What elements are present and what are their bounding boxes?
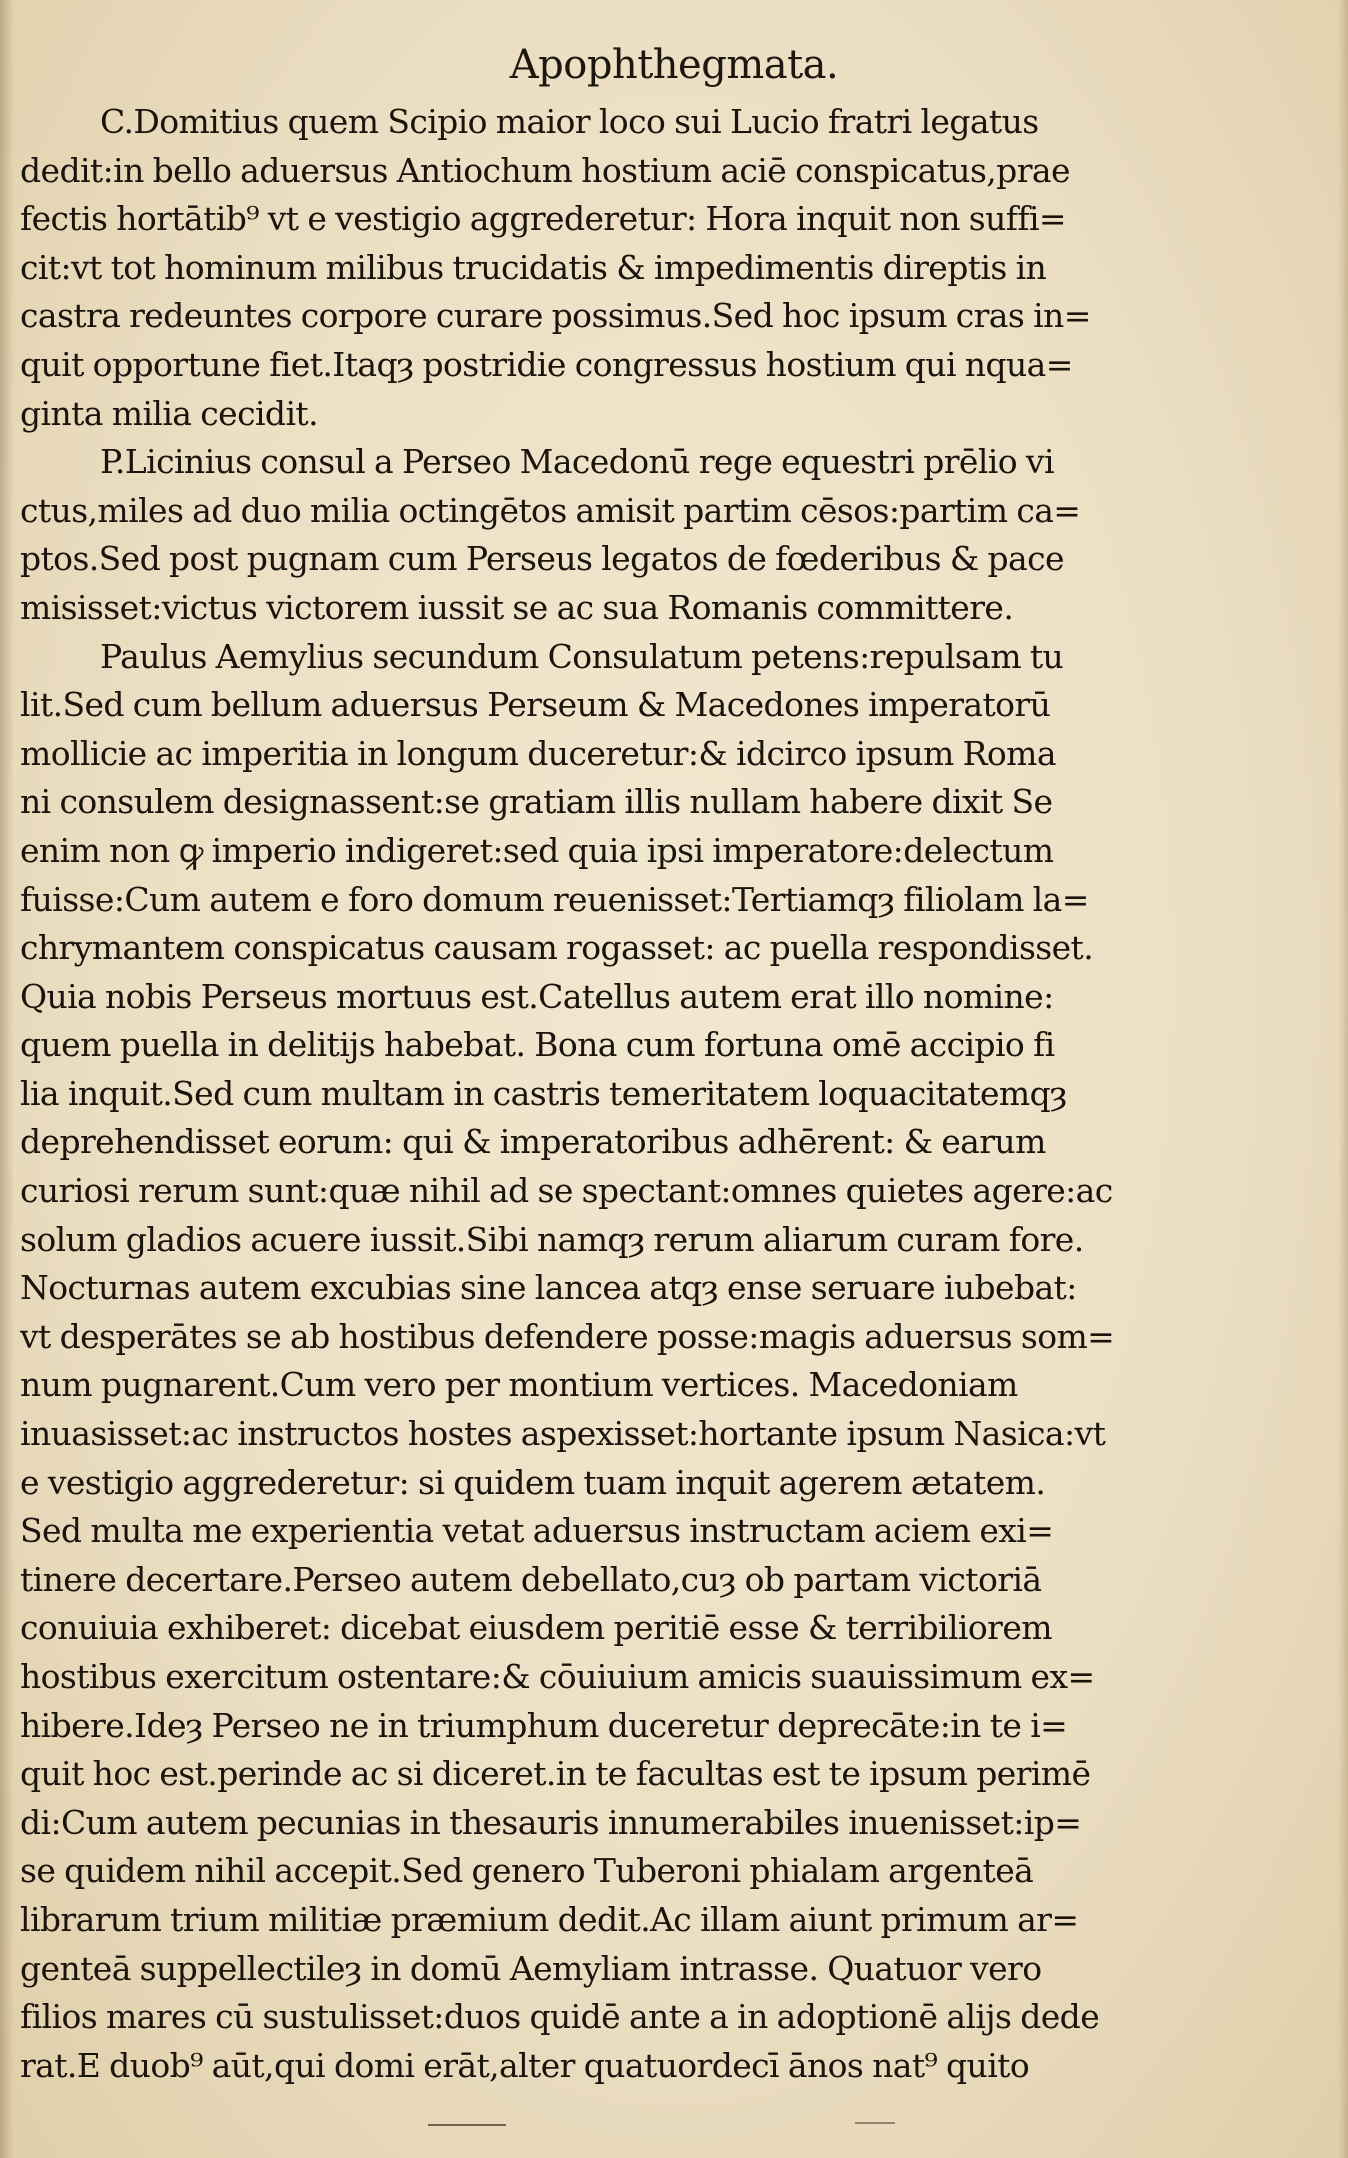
footer-mark-left: [428, 2124, 506, 2126]
text-line: Quia nobis Perseus mortuus est.Catellus autem erat illo nomine:: [20, 976, 1054, 1016]
text-line: ptos.Sed post pugnam cum Perseus legatos de fœderibus & pace: [20, 539, 1064, 579]
page-left-edge: [0, 0, 14, 2158]
text-line: P.Licinius consul a Perseo Macedonū rege equestri prēlio vi: [100, 442, 1054, 482]
text-line: ni consulem designassent:se gratiam illis nullam habere dixit Se: [20, 782, 1053, 822]
text-line: cit:vt tot hominum milibus trucidatis & impedimentis direptis in: [20, 247, 1047, 287]
text-line: tinere decertare.Perseo autem debellato,cuȝ ob partam victoriā: [20, 1559, 1042, 1599]
text-line: mollicie ac imperitia in longum duceretur:& idcirco ipsum Roma: [20, 733, 1056, 773]
text-line: librarum trium militiæ præmium dedit.Ac illam aiunt primum ar=: [20, 1899, 1079, 1939]
text-line: inuasisset:ac instructos hostes aspexisset:hortante ipsum Nasica:vt: [20, 1414, 1106, 1454]
text-line: curiosi rerum sunt:quæ nihil ad se spectant:omnes quietes agere:ac: [20, 1171, 1113, 1211]
text-line: lia inquit.Sed cum multam in castris temeritatem loquacitatemqȝ: [20, 1073, 1067, 1113]
text-line: lit.Sed cum bellum aduersus Perseum & Macedones imperatorū: [20, 685, 1051, 725]
text-line: se quidem nihil accepit.Sed genero Tuberoni phialam argenteā: [20, 1851, 1034, 1891]
text-line: misisset:victus victorem iussit se ac sua Romanis committere.: [20, 587, 1014, 627]
text-line: quem puella in delitijs habebat. Bona cum fortuna omē accipio fi: [20, 1025, 1055, 1065]
text-line: e vestigio aggrederetur: si quidem tuam inquit agerem ætatem.: [20, 1462, 1046, 1502]
text-line: C.Domitius quem Scipio maior loco sui Lucio fratri legatus: [100, 102, 1039, 141]
text-line: castra redeuntes corpore curare possimus.Sed hoc ipsum cras in=: [20, 296, 1091, 336]
text-line: genteā suppellectileȝ in domū Aemyliam intrasse. Quatuor vero: [20, 1948, 1042, 1988]
text-line: hostibus exercitum ostentare:& cōuiuium amicis suauissimum ex=: [20, 1657, 1095, 1696]
text-line: Paulus Aemylius secundum Consulatum petens:repulsam tu: [100, 636, 1064, 676]
text-line: deprehendisset eorum: qui & imperatoribus adhērent: & earum: [20, 1122, 1046, 1162]
text-line: fectis hortātib⁹ vt e vestigio aggrederetur: Hora inquit non suffi=: [20, 199, 1066, 239]
text-line: Sed multa me experientia vetat aduersus instructam aciem exi=: [20, 1511, 1054, 1551]
text-line: conuiuia exhiberet: dicebat eiusdem peritiē esse & terribiliorem: [20, 1608, 1052, 1648]
text-line: ginta milia cecidit.: [20, 393, 318, 433]
text-block: [20, 98, 1220, 2090]
text-line: di:Cum autem pecunias in thesauris innumerabiles inuenisset:ip=: [20, 1802, 1082, 1842]
text-line: chrymantem conspicatus causam rogasset: ac puella respondisset.: [20, 928, 1094, 968]
text-line: rat.E duob⁹ aūt,qui domi erāt,alter quatuordecī ānos nat⁹ quito: [20, 2045, 1030, 2085]
text-line: num pugnarent.Cum vero per montium vertices. Macedoniam: [20, 1365, 1018, 1405]
running-header: Apophthegmata.: [509, 42, 839, 88]
text-line: Nocturnas autem excubias sine lancea atqȝ ense seruare iubebat:: [20, 1268, 1077, 1308]
text-line: fuisse:Cum autem e foro domum reuenisset:Tertiamqȝ filiolam la=: [20, 879, 1089, 919]
text-line: hibere.Ideȝ Perseo ne in triumphum duceretur deprecāte:in te i=: [20, 1705, 1068, 1745]
page-right-edge: [1338, 0, 1348, 2158]
text-line: quit opportune fiet.Itaqȝ postridie congressus hostium qui nqua=: [20, 344, 1073, 384]
text-line: quit hoc est.perinde ac si diceret.in te facultas est te ipsum perimē: [20, 1754, 1091, 1794]
text-line: vt desperātes se ab hostibus defendere posse:magis aduersus som=: [20, 1316, 1115, 1356]
text-line: enim non ꝙ imperio indigeret:sed quia ipsi imperatore:delectum: [20, 830, 1054, 870]
footer-marks: [0, 2116, 1348, 2136]
text-line: solum gladios acuere iussit.Sibi namqȝ rerum aliarum curam fore.: [20, 1219, 1084, 1259]
text-line: dedit:in bello aduersus Antiochum hostium aciē conspicatus,prae: [20, 150, 1070, 190]
text-line: ctus,miles ad duo milia octingētos amisit partim cēsos:partim ca=: [20, 490, 1081, 530]
footer-mark-right: [855, 2122, 895, 2124]
text-line: filios mares cū sustulisset:duos quidē ante a in adoptionē alijs dede: [20, 1997, 1100, 2037]
